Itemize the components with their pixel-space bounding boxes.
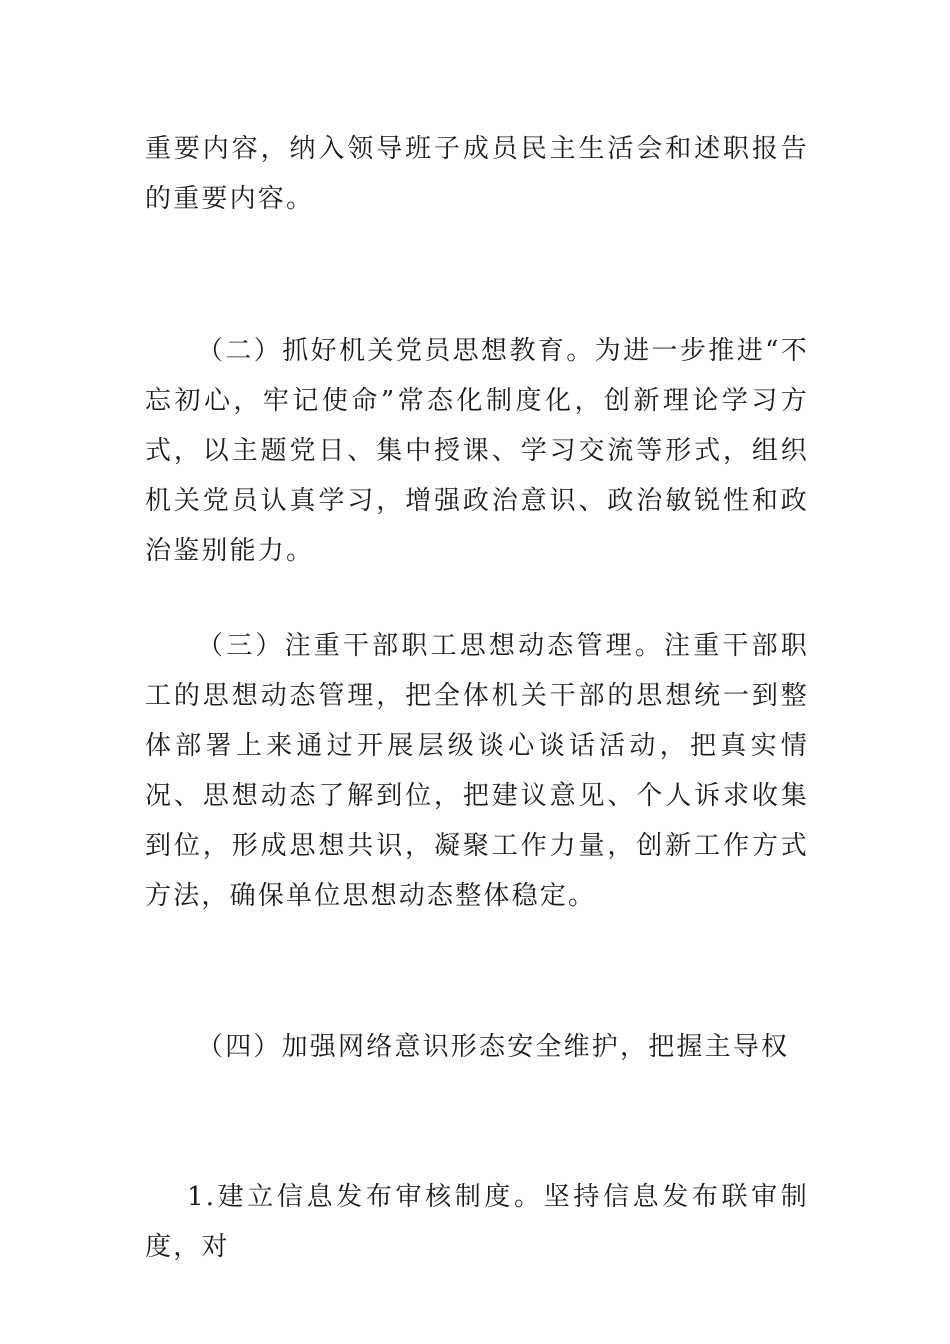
section-4-heading: （四）加强网络意识形态安全维护，把握主导权	[197, 1032, 790, 1062]
paragraph-continuation: 重要内容，纳入领导班子成员民主生活会和述职报告的重要内容。	[145, 134, 809, 214]
paragraph-section-3: （三）注重干部职工思想动态管理。注重干部职工的思想动态管理，把全体机关干部的思想统一到整体部署上来通过开展层级谈心谈话活动，把真实情况、思想动态了解到位，把建议意见、个人诉求收集到位，形成思想共识，凝聚工作力量，创新工作方式方法，确保单位思想动态整体稳定。	[145, 631, 809, 911]
paragraph-item-1: 1.建立信息发布审核制度。坚持信息发布联审制度，对	[145, 1182, 809, 1262]
paragraph-section-2: （二）抓好机关党员思想教育。为进一步推进“不忘初心，牢记使命”常态化制度化，创新理论学习方式，以主题党日、集中授课、学习交流等形式，组织机关党员认真学习，增强政治意识、政治敏锐性和政治鉴别能力。	[145, 336, 809, 566]
